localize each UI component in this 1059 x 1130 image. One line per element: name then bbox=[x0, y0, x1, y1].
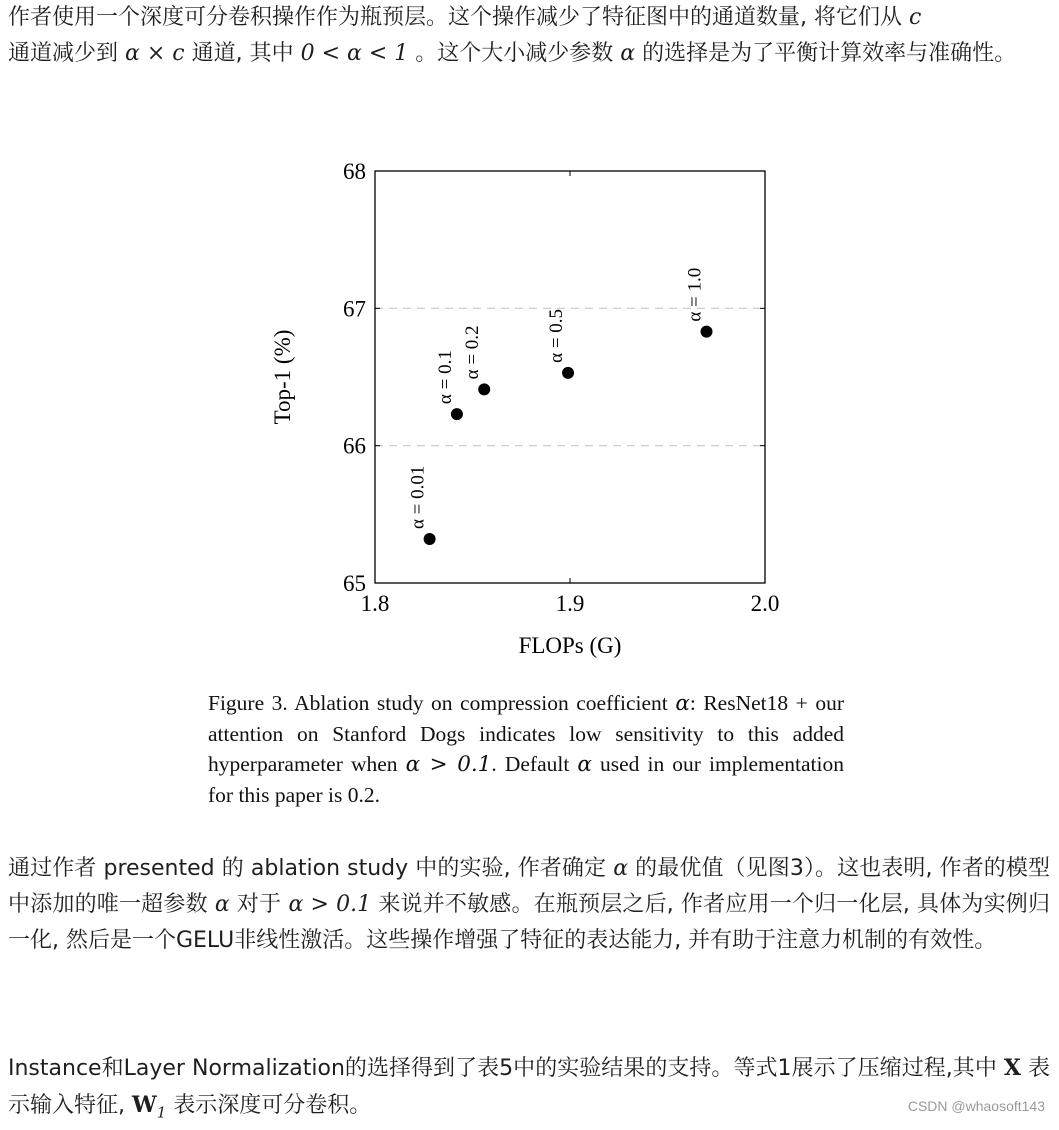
x-axis-label: FLOPs (G) bbox=[518, 633, 622, 658]
math-alpha: α bbox=[620, 41, 636, 66]
caption-text: . Default bbox=[491, 752, 578, 776]
watermark: CSDN @whaosoft143 bbox=[907, 1098, 1045, 1114]
text-span: 对于 bbox=[229, 892, 289, 917]
caption-text: used in our implementation for this paper is 0.2. bbox=[208, 752, 844, 807]
data-point bbox=[451, 408, 463, 420]
figure-3 bbox=[0, 150, 1059, 690]
data-point bbox=[701, 326, 713, 338]
y-tick-label: 66 bbox=[343, 433, 366, 459]
text-span: 通道减少到 bbox=[8, 41, 125, 66]
text-span: 的选择是为了平衡计算效率与准确性。 bbox=[635, 41, 1017, 66]
text-span: 来说并不敏感。在瓶预层之后, 作者应用一个归一化层, 具体为实例归一化, 然后是一个GELU非线性激活。这些操作增强了特征的表达能力, 并有助于注意力机制的有效性。 bbox=[8, 892, 1050, 953]
x-tick-label: 1.8 bbox=[360, 591, 390, 616]
paragraph-intro bbox=[8, 0, 1050, 72]
caption-text: : ResNet18 + our attention on Stanford Dogs indicates low sensitivity to this added hyperparameter when bbox=[208, 691, 844, 776]
math-alpha: α bbox=[613, 856, 629, 881]
data-point bbox=[478, 383, 490, 395]
text-span: 通过作者 presented 的 ablation study 中的实验, 作者确定 bbox=[8, 856, 614, 881]
y-axis-label: Top-1 (%) bbox=[270, 329, 295, 425]
figure-caption bbox=[208, 688, 844, 810]
math-c: c bbox=[908, 5, 922, 30]
paragraph-normalization bbox=[8, 1050, 1050, 1130]
math-alpha-condition: α > 0.1 bbox=[288, 892, 372, 917]
text-span: 作者使用一个深度可分卷积操作作为瓶预层。这个操作减少了特征图中的通道数量, 将它们从 bbox=[8, 5, 909, 30]
text-span: 的最优值（见图3）。这也表明, 作者的模型中添加的唯一超参数 bbox=[8, 856, 1050, 917]
data-point bbox=[424, 533, 436, 545]
math-X: X bbox=[1003, 1055, 1021, 1081]
caption-alpha: α bbox=[577, 752, 592, 777]
data-point-label: α = 0.5 bbox=[546, 308, 568, 363]
x-tick-label: 2.0 bbox=[750, 591, 780, 616]
math-alpha-range: 0 < α < 1 bbox=[300, 41, 409, 66]
data-point-label: α = 0.2 bbox=[462, 325, 484, 380]
paragraph-ablation bbox=[8, 851, 1050, 959]
text-span: 表示深度可分卷积。 bbox=[166, 1093, 372, 1118]
text-span: Instance和Layer Normalization的选择得到了表5中的实验结果的支持。等式1展示了压缩过程,其中 bbox=[8, 1056, 1004, 1081]
math-alpha: α bbox=[214, 892, 230, 917]
data-point bbox=[562, 367, 574, 379]
scatter-chart bbox=[0, 150, 1059, 690]
text-span: 。这个大小减少参数 bbox=[408, 41, 621, 66]
text-span: 通道, 其中 bbox=[184, 41, 301, 66]
caption-text: Figure 3. Ablation study on compression coefficient bbox=[208, 691, 676, 715]
data-point-label: α = 1.0 bbox=[684, 267, 706, 322]
math-W: W bbox=[132, 1092, 157, 1118]
data-point-label: α = 0.1 bbox=[434, 350, 456, 405]
y-tick-label: 68 bbox=[343, 159, 366, 184]
y-tick-label: 65 bbox=[343, 571, 366, 596]
text-span: 表示输入特征, bbox=[8, 1056, 1050, 1118]
math-W-subscript: 1 bbox=[156, 1103, 167, 1122]
math-alpha-times-c: α × c bbox=[125, 41, 185, 66]
caption-alpha: α bbox=[675, 691, 690, 716]
data-point-label: α = 0.01 bbox=[407, 465, 429, 530]
y-tick-label: 67 bbox=[343, 296, 366, 322]
x-tick-label: 1.9 bbox=[555, 591, 585, 616]
caption-condition: α > 0.1 bbox=[405, 752, 492, 777]
